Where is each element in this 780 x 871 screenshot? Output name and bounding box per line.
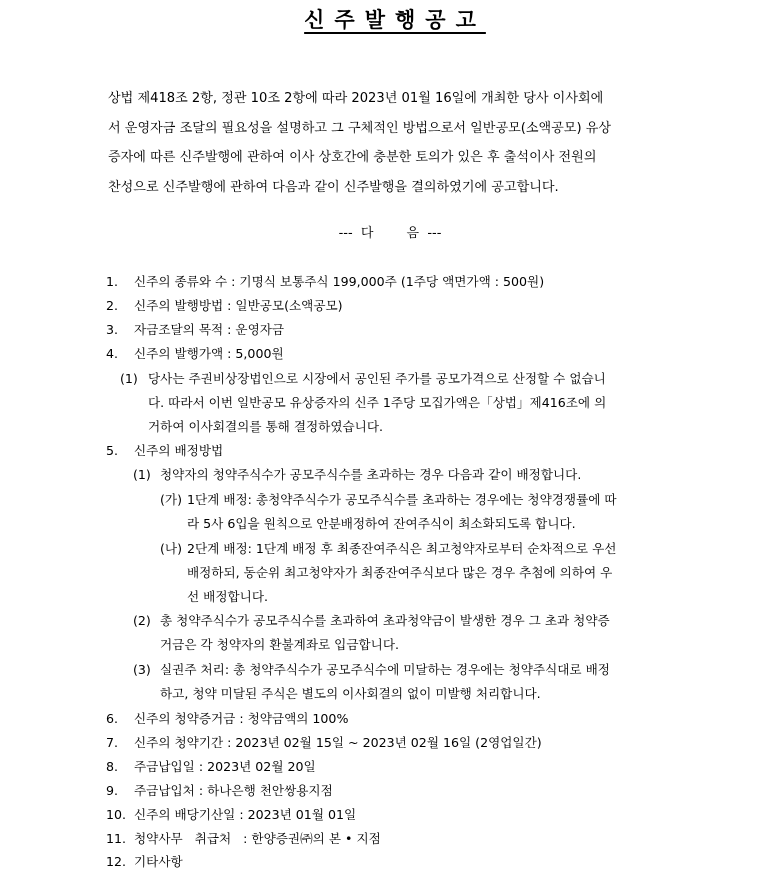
item-text: 신주의 발행방법 : 일반공모(소액공모) xyxy=(134,298,343,313)
item-number: 4. xyxy=(106,346,119,361)
sub-item-line: 배정하되, 동순위 최고청약자가 최종잔여주식보다 많은 경우 추첨에 의하여 우 xyxy=(187,565,613,580)
item-number: 11. xyxy=(106,831,127,846)
sub-item-line: 실권주 처리: 총 청약주식수가 공모주식수에 미달하는 경우에는 청약주식대로 배정 xyxy=(160,662,610,677)
item-number: 9. xyxy=(106,783,119,798)
intro-line: 찬성으로 신주발행에 관하여 다음과 같이 신주발행을 결의하였기에 공고합니다. xyxy=(108,179,559,195)
item-number: 6. xyxy=(106,711,119,726)
intro-line: 증자에 따른 신주발행에 관하여 이사 상호간에 충분한 토의가 있은 후 출석이사 전원의 xyxy=(108,150,597,165)
sub-item-line: 2단계 배정: 1단계 배정 후 최종잔여주식은 최고청약자로부터 순차적으로 우선 xyxy=(187,541,617,556)
sub-item-line: 총 청약주식수가 공모주식수를 초과하여 초과청약금이 발생한 경우 그 초과 청약증 xyxy=(160,613,610,628)
sub-item-line: 하고, 청약 미달된 주식은 별도의 이사회결의 없이 미발행 처리합니다. xyxy=(160,686,541,701)
item-number: 8. xyxy=(106,759,119,774)
sub-item-marker: (2) xyxy=(133,613,151,628)
separator-heading: --- 다 음 --- xyxy=(338,226,442,241)
sub-item-line: 선 배정합니다. xyxy=(187,589,268,604)
item-number: 5. xyxy=(106,443,119,458)
item-number: 10. xyxy=(106,807,127,822)
item-text: 자금조달의 목적 : 운영자금 xyxy=(134,322,285,337)
sub-item-line: 당사는 주권비상장법인으로 시장에서 공인된 주가를 공모가격으로 산정할 수 없습니 xyxy=(148,371,606,386)
notice-title-text: 신주발행공고 xyxy=(304,8,486,32)
sub-item-marker: (1) xyxy=(120,371,138,386)
intro-line: 상법 제418조 2항, 정관 10조 2항에 따라 2023년 01월 16일에 개최한 당사 이사회에 xyxy=(108,91,604,106)
intro-line: 서 운영자금 조달의 필요성을 설명하고 그 구체적인 방법으로서 일반공모(소액공모) 유상 xyxy=(108,120,612,136)
item-text: 주금납입처 : 하나은행 천안쌍용지점 xyxy=(134,783,333,798)
item-number: 1. xyxy=(106,274,119,289)
item-text: 주금납입일 : 2023년 02월 20일 xyxy=(134,759,316,774)
item-text: 신주의 청약기간 : 2023년 02월 15일 ~ 2023년 02월 16일 (2영업일간) xyxy=(134,735,542,750)
notice-title xyxy=(0,4,780,34)
sub-item-marker: (가) xyxy=(160,492,182,507)
item-text: 신주의 발행가액 : 5,000원 xyxy=(134,346,284,361)
sub-item-line: 1단계 배정: 총청약주식수가 공모주식수를 초과하는 경우에는 청약경쟁률에 따 xyxy=(187,492,617,507)
sub-item-line: 거금은 각 청약자의 환불계좌로 입금합니다. xyxy=(160,637,399,652)
item-number: 2. xyxy=(106,298,119,313)
sub-item-line: 라 5사 6입을 원칙으로 안분배정하여 잔여주식이 최소화되도록 합니다. xyxy=(187,516,576,531)
sub-item-marker: (3) xyxy=(133,662,151,677)
item-text: 신주의 청약증거금 : 청약금액의 100% xyxy=(134,711,349,726)
item-text: 청약사무 취급처 : 한양증권㈜의 본 • 지점 xyxy=(134,831,381,846)
sub-item-marker: (나) xyxy=(160,541,182,556)
item-number: 3. xyxy=(106,322,119,337)
item-number: 7. xyxy=(106,735,119,750)
item-text: 신주의 배정방법 xyxy=(134,443,224,458)
item-text: 신주의 배당기산일 : 2023년 01월 01일 xyxy=(134,807,357,822)
sub-item-marker: (1) xyxy=(133,467,151,482)
item-number: 12. xyxy=(106,854,127,869)
sub-item-line: 다. 따라서 이번 일반공모 유상증자의 신주 1주당 모집가액은「상법」제416조에 의 xyxy=(148,395,607,410)
item-text: 신주의 종류와 수 : 기명식 보통주식 199,000주 (1주당 액면가액 : 500원) xyxy=(134,274,545,289)
item-text: 기타사항 xyxy=(134,854,183,869)
sub-item-line: 거하여 이사회결의를 통해 결정하였습니다. xyxy=(148,419,383,434)
intro-paragraph xyxy=(108,84,678,202)
sub-item-line: 청약자의 청약주식수가 공모주식수를 초과하는 경우 다음과 같이 배정합니다. xyxy=(160,467,582,482)
